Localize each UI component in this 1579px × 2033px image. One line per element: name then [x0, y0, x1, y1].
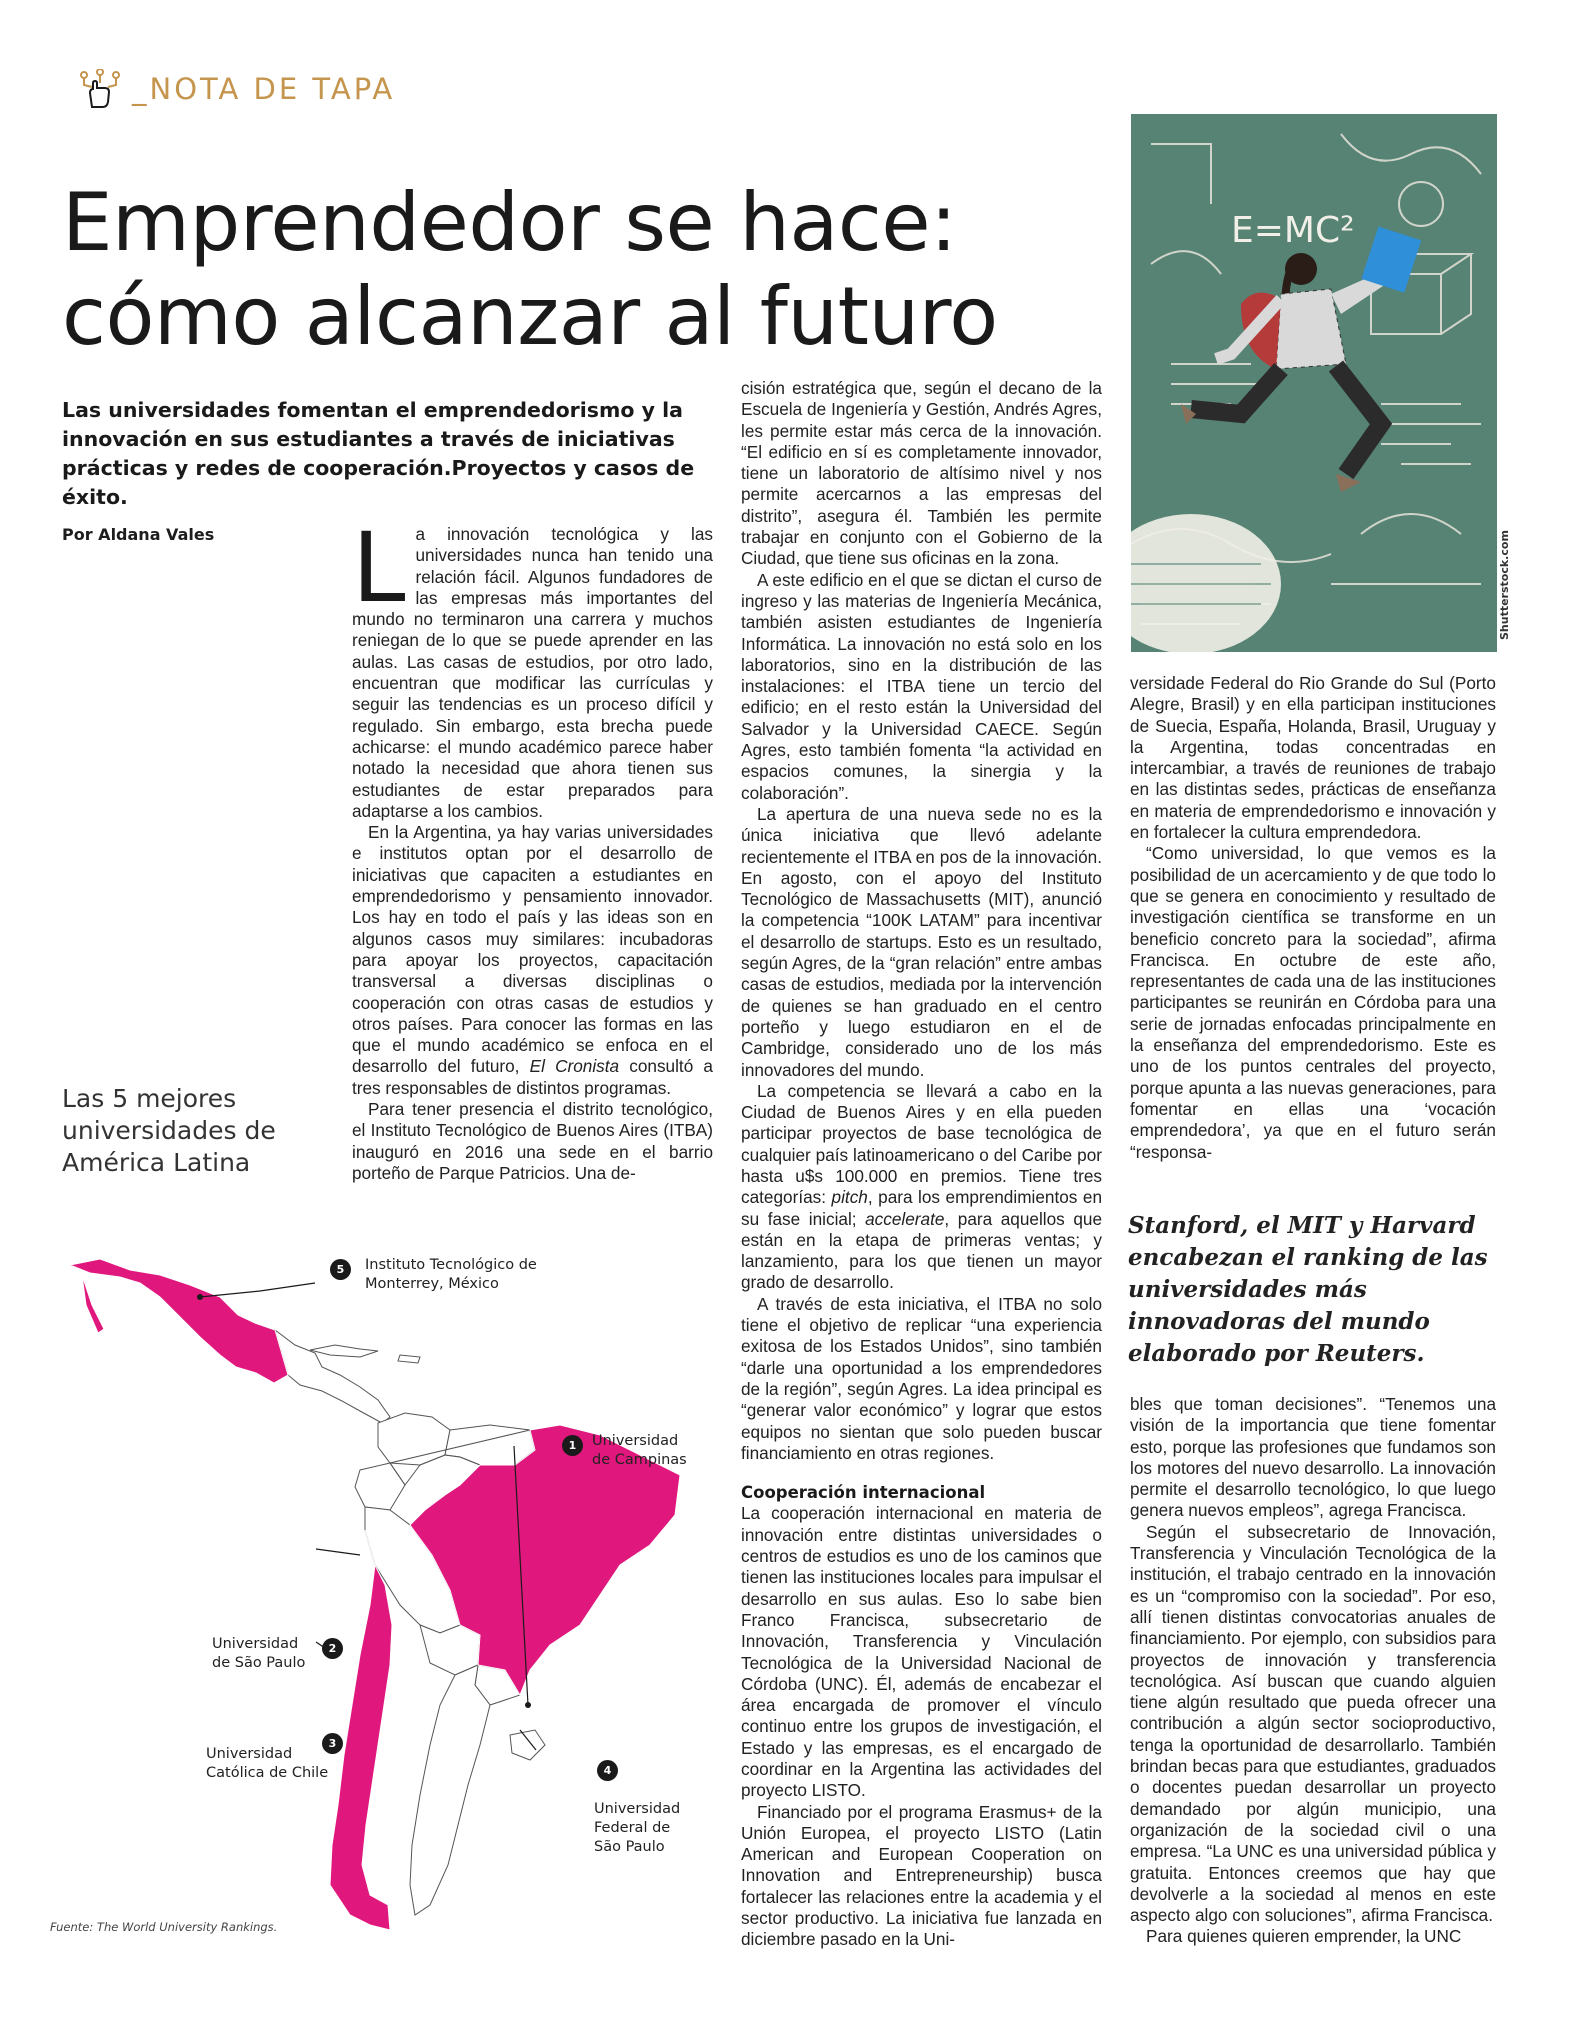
- headline: [62, 176, 1062, 364]
- article-column-3: [1130, 673, 1496, 1163]
- marker-5: 5: [330, 1259, 351, 1280]
- headline-line-2: cómo alcanzar al futuro: [62, 270, 998, 363]
- dropcap: L: [352, 512, 406, 624]
- cover-photo: [1131, 114, 1497, 652]
- dek: Las universidades fomentan el emprendedorismo y la innovación en sus estudiantes a través de iniciativas prácticas y redes de cooperación.Proyectos y casos de éxito.: [62, 398, 695, 509]
- map-label-federal-sao-paulo: Universidad Federal de São Paulo: [594, 1801, 681, 1855]
- marker-2: 2: [322, 1638, 343, 1659]
- section-header: [78, 66, 395, 112]
- article-paragraph: bles que toman decisiones”. “Tenemos una visión de la importancia que tiene fomentar esto, porque las profesiones que fundamos son los motores del nuevo desarrollo. La innovación permite el desarrollo tecnológico, lo que luego genera nuevos empleos”, agrega Francisca.: [1130, 1394, 1496, 1521]
- marker-3: 3: [322, 1733, 343, 1754]
- article-paragraph: La cooperación internacional en materia de innovación entre distintas universidades o centros de estudios es uno de los caminos que tienen las instituciones locales para impulsar el desarrollo en sus aulas. Eso lo sabe bien Franco Francisca, subsecretario de Innovación, Transferencia y Vinculación Tecnológica de la Universidad Nacional de Córdoba (UNC). Él, además de encabezar el área encargada de promover el vínculo continuo entre los grupos de investigación, el Estado y las empresas, es el encargado de coordinar en la Argentina las actividades del proyecto LISTO.: [741, 1503, 1102, 1801]
- map-title: Las 5 mejores universidades de América Latina: [62, 1084, 276, 1177]
- map-label-monterrey: Instituto Tecnológico de Monterrey, México: [365, 1257, 537, 1292]
- marker-1: 1: [562, 1435, 583, 1456]
- article-paragraph: a innovación tecnológica y las universidades nunca han tenido una relación fácil. Algunos fundadores de las empresas más importantes del mundo no terminaron una carrera y muchos reniegan de lo que se puede aprender en las aulas. Las casas de estudios, por otro lado, encuentran que modificar las currículas y seguir las tendencias es un proceso difícil y regulado. Sin embargo, esta brecha puede achicarse: el mundo académico parece haber notado la necesidad que ahora tienen sus estudiantes de estar preparados para adaptarse a los cambios.: [352, 524, 713, 821]
- headline-line-1: Emprendedor se hace:: [62, 176, 957, 269]
- article-column-3-continued: [1130, 1394, 1496, 1948]
- article-column-1: [352, 512, 713, 1184]
- article-paragraph: La apertura de una nueva sede no es la única iniciativa que llevó adelante recientemente el ITBA en pos de la innovación. En agosto, con el apoyo del Instituto Tecnológico de Massachusetts (MIT), anunció la competencia “100K LATAM” para incentivar el desarrollo de startups. Esto es un resultado, según Agres, de la “gran relación” entre ambas casas de estudios, mediada por la intervención de quienes se han graduado en el centro porteño y luego estudiaron en el de Cambridge, considerado uno de los más innovadores del mundo.: [741, 803, 1102, 1080]
- article-paragraph: La competencia se llevará a cabo en la Ciudad de Buenos Aires y en ella pueden participar proyectos de base tecnológica de cualquier país latinoamericano o del Caribe por hasta u$s 100.000 en premios. Tiene tres categorías: pitch, para los emprendimientos en su fase inicial; accelerate, para aquellos que están en la etapa de primeras ventas; y lanzamiento, para los que tienen un mayor grado de desarrollo.: [741, 1080, 1102, 1293]
- map-label-sao-paulo: Universidad de São Paulo: [212, 1636, 306, 1671]
- article-paragraph: Financiado por el programa Erasmus+ de la Unión Europea, el proyecto LISTO (Latin American and European Cooperation on Innovation and Entrepreneurship) busca fortalecer las relaciones entre la academia y el sector productivo. La iniciativa fue lanzada en diciembre pasado en la Uni-: [741, 1801, 1102, 1950]
- article-paragraph: Para tener presencia el distrito tecnológico, el Instituto Tecnológico de Buenos Aires (ITBA) inauguró en 2016 una sede en el barrio porteño de Parque Patricios. Una de-: [352, 1099, 713, 1183]
- highlighted-countries: [70, 1259, 680, 1930]
- article-column-2: [741, 378, 1102, 1951]
- article-paragraph: Según el subsecretario de Innovación, Transferencia y Vinculación Tecnológica de la institución, el trabajo centrado en la innovación es un “compromiso con la sociedad”. Por eso, allí tienen distintas convocatorias anuales de financiamiento. Por ejemplo, con subsidios para proyectos de innovación y transferencia tecnológica. Así buscan que cuando alguien tiene algún resultado que pueda ofrecer una contribución a algún sector socioproductivo, tenga la oportunidad de desarrollarlo. También brindan becas para que estudiantes, graduados o docentes puedan desarrollar un proyecto demandado por algún municipio, una organización de la sociedad civil o una empresa. “La UNC es una universidad pública y gratuita. Entonces creemos que hay que devolverle a la sociedad al menos en este aspecto algo con soluciones”, afirma Francisca.: [1130, 1521, 1496, 1926]
- subheading: Cooperación internacional: [741, 1483, 986, 1503]
- map-source: Fuente: The World University Rankings.: [50, 1920, 278, 1934]
- photo-illustration: [1131, 114, 1497, 652]
- board-formula: E=MC²: [1231, 210, 1355, 251]
- pull-quote: Stanford, el MIT y Harvard encabezan el ranking de las universidades más innovadoras del mundo elaborado por Reuters.: [1128, 1212, 1488, 1367]
- article-paragraph: versidade Federal do Rio Grande do Sul (Porto Alegre, Brasil) y en ella participan instituciones de Suecia, España, Holanda, Brasil, Uruguay y la Argentina, todas concentradas en intercambiar, a través de reuniones de trabajo en las distintas sedes, prácticas de enseñanza en materia de emprendedorismo e innovación y en fortalecer la cultura emprendedora.: [1130, 673, 1496, 843]
- byline: Por Aldana Vales: [62, 525, 215, 544]
- photo-credit: Shutterstock.com: [1498, 530, 1511, 640]
- article-paragraph: Para quienes quieren emprender, la UNC: [1146, 1926, 1462, 1947]
- article-paragraph: cisión estratégica que, según el decano de la Escuela de Ingeniería y Gestión, Andrés Agres, les permite estar más cerca de la innovación. “El edificio en sí es completamente innovador, tiene un laboratorio de altísimo nivel y nos permite acercarnos a las empresas del distrito”, asegura él. También les permite trabajar en conjunto con el Gobierno de la Ciudad, que tiene sus oficinas en la zona.: [741, 378, 1102, 569]
- article-paragraph: A través de esta iniciativa, el ITBA no solo tiene el objetivo de replicar “una experiencia exitosa de los Estados Unidos”, sino también “darle una oportunidad a los emprendedores de la región”, según Agres. La idea principal es “generar valor económico” y lograr que estos equipos no sientan que solo pueden buscar financiamiento en otras regiones.: [741, 1293, 1102, 1463]
- article-paragraph: En la Argentina, ya hay varias universidades e institutos optan por el desarrollo de iniciativas que capaciten a estudiantes en emprendedorismo y pensamiento innovador. Los hay en todo el país y las ideas son en algunos casos muy similares: incubadoras para apoyar los proyectos, capacitación transversal a diversas disciplinas o cooperación con otras casas de estudios y otros países. Para conocer las formas en las que el mundo académico se enfoca en el desarrollo del futuro, El Cronista consultó a tres responsables de distintos programas.: [352, 822, 713, 1098]
- hand-circuit-icon: [78, 69, 122, 109]
- section-label: _NOTA DE TAPA: [132, 72, 396, 106]
- map-label-catolica-chile: Universidad Católica de Chile: [206, 1746, 329, 1781]
- article-paragraph: A este edificio en el que se dictan el curso de ingreso y las materias de Ingeniería Mecánica, también asisten estudiantes de Ingeniería Informática. La innovación no está solo en los laboratorios, sino en la distribución de las instalaciones: el ITBA tiene un tercio del edificio; en el resto están la Universidad del Salvador y la Universidad CAECE. Según Agres, esto también fomenta “la actividad en espacios comunes, la sinergia y la colaboración”.: [741, 569, 1102, 803]
- map-label-campinas: Universidad de Campinas: [592, 1433, 687, 1468]
- article-paragraph: “Como universidad, lo que vemos es la posibilidad de un acercamiento y de que todo lo que se genera en conocimiento y resultado de investigación científica se transforme en un beneficio concreto para la sociedad”, afirma Francisca. En octubre de este año, representantes de cada una de las instituciones participantes se reunirán en Córdoba para una serie de jornadas enfocadas principalmente en la enseñanza del emprendedorismo. Este es uno de los puntos centrales del proyecto, porque apunta a las nuevas generaciones, para fomentar en ellas una ‘vocación emprendedora’, ya que en el futuro serán “responsa-: [1130, 843, 1496, 1162]
- marker-4: 4: [597, 1760, 618, 1781]
